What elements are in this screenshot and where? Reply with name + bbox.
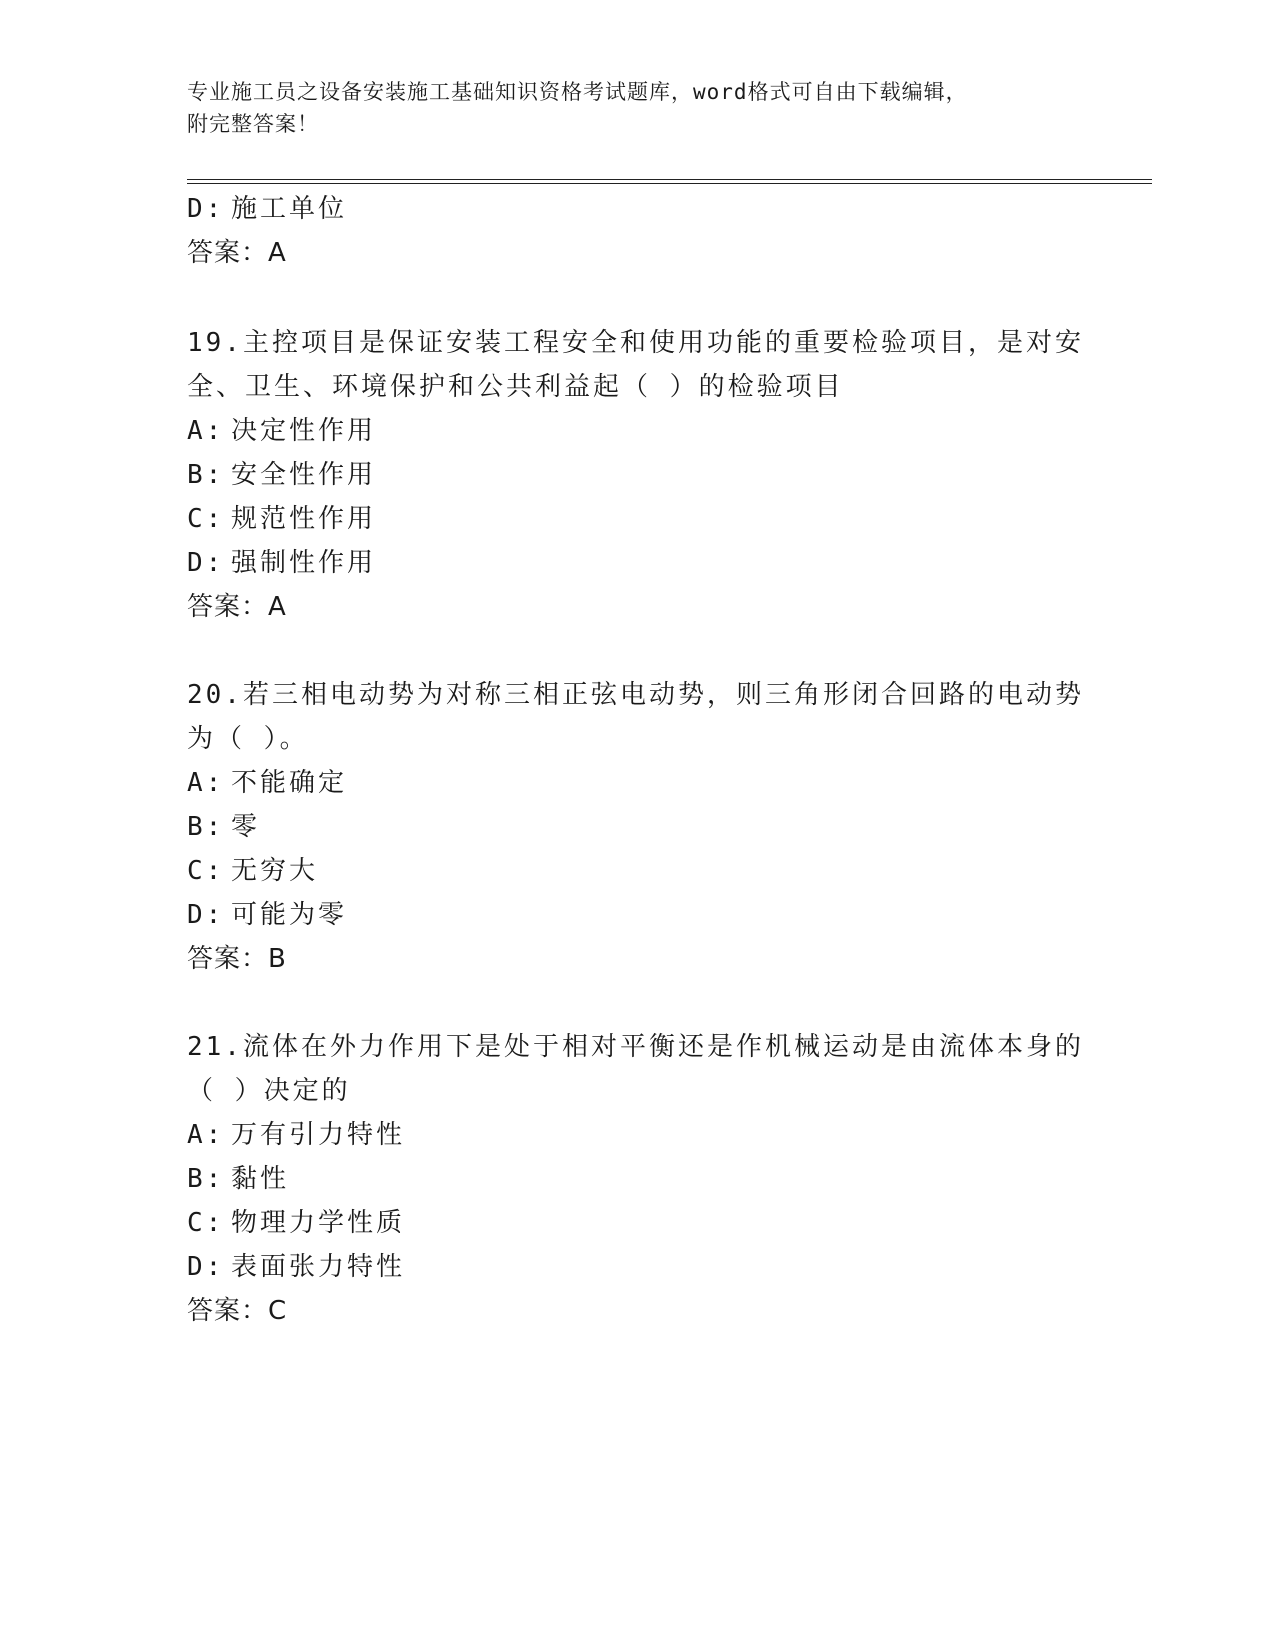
option-key: D: [187,1252,225,1282]
option-text: 无穷大 [231,856,319,886]
option-key: A: [187,768,225,798]
prev-answer: 答案：A [187,238,287,268]
option-c [187,502,376,536]
option-text: 施工单位 [231,194,348,224]
option-text: 物理力学性质 [231,1208,406,1238]
question-stem-line-2: （ ）决定的 [187,1076,351,1106]
option-key: C: [187,504,225,534]
option-text: 万有引力特性 [231,1120,406,1150]
document-header [187,76,1067,140]
question-stem-line-2: 全、卫生、环境保护和公共利益起（ ）的检验项目 [187,372,844,402]
header-line-2: 附完整答案！ [187,112,319,136]
option-b [187,458,376,492]
option-text: 决定性作用 [231,416,377,446]
option-d [187,1250,405,1284]
answer: 答案：A [187,592,287,622]
option-text: 表面张力特性 [231,1252,406,1282]
option-b [187,1162,289,1196]
header-line-1: 专业施工员之设备安装施工基础知识资格考试题库，word格式可自由下载编辑， [187,80,968,104]
option-text: 规范性作用 [231,504,377,534]
option-b [187,810,260,844]
option-text: 零 [231,812,261,842]
option-key: C: [187,1208,225,1238]
option-key: C: [187,856,225,886]
prev-option-d [187,192,347,226]
option-a [187,414,376,448]
option-key: D: [187,548,225,578]
option-text: 可能为零 [231,900,348,930]
option-key: B: [187,812,225,842]
option-text: 安全性作用 [231,460,377,490]
answer: 答案：C [187,1296,288,1326]
option-d [187,546,376,580]
option-text: 不能确定 [231,768,348,798]
question-stem-line-2: 为（ ）。 [187,724,309,754]
question-stem-line-1: 21.流体在外力作用下是处于相对平衡还是作机械运动是由流体本身的 [187,1032,1084,1062]
option-c [187,854,318,888]
option-key: B: [187,460,225,490]
answer: 答案：B [187,944,287,974]
question-stem-line-1: 19.主控项目是保证安装工程安全和使用功能的重要检验项目，是对安 [187,328,1084,358]
option-c [187,1206,405,1240]
option-d [187,898,347,932]
option-key: D: [187,194,225,224]
header-divider-bottom [187,183,1152,184]
option-text: 黏性 [231,1164,290,1194]
option-a [187,766,347,800]
option-key: D: [187,900,225,930]
header-divider-top [187,179,1152,180]
option-a [187,1118,405,1152]
option-key: A: [187,416,225,446]
option-key: A: [187,1120,225,1150]
question-stem-line-1: 20.若三相电动势为对称三相正弦电动势，则三角形闭合回路的电动势 [187,680,1084,710]
option-key: B: [187,1164,225,1194]
option-text: 强制性作用 [231,548,377,578]
